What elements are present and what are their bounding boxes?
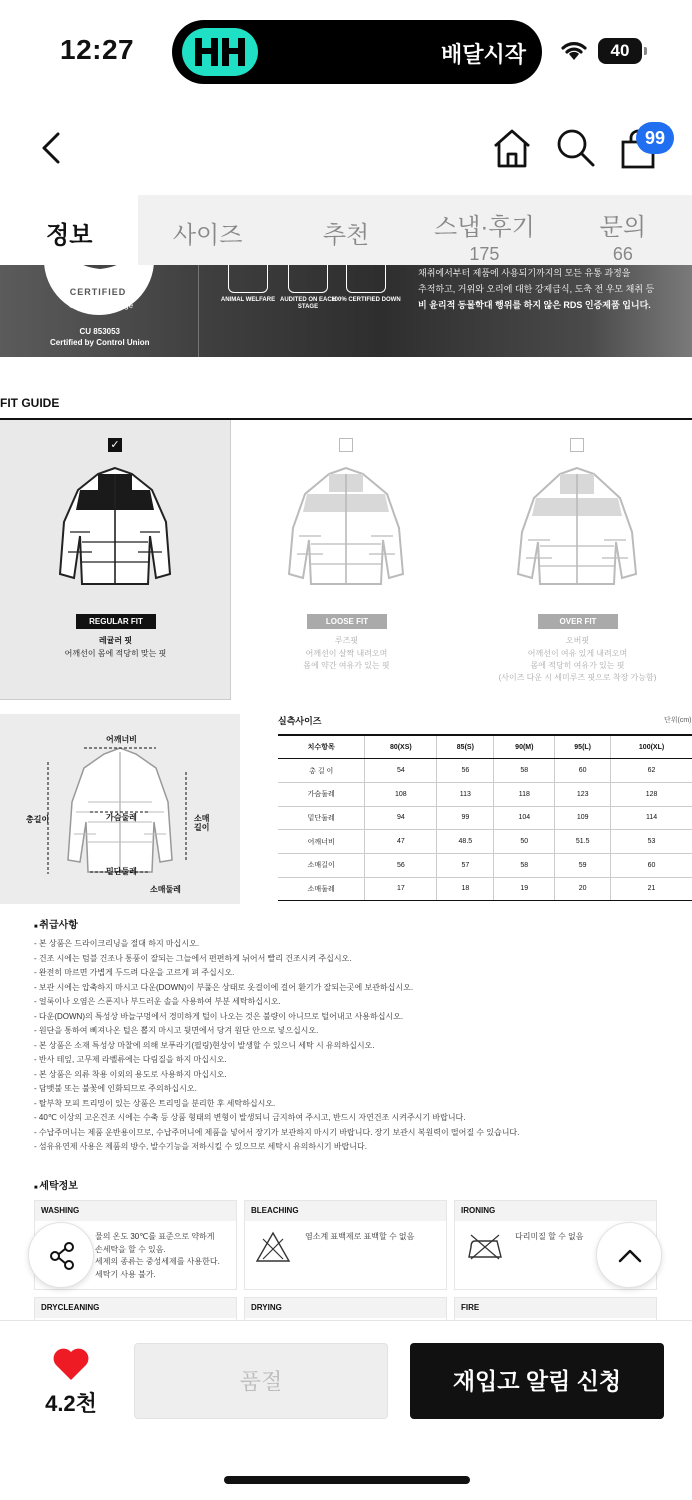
animal-welfare-icon xyxy=(228,265,268,293)
table-row: 가슴둘레 108 113 118 123 128 xyxy=(278,782,692,806)
care-list xyxy=(34,937,674,1155)
fit-guide-title: FIT GUIDE xyxy=(0,396,60,410)
share-icon xyxy=(47,1241,77,1271)
dynamic-island[interactable] xyxy=(172,20,542,84)
list-item: - 탈부착 모피 트리밍이 있는 상품은 트리밍을 분리한 후 세탁하십시오. xyxy=(34,1098,276,1108)
measurement-diagram: 어깨너비 가슴둘레 총길이 소매길이 밑단둘레 소매둘레 xyxy=(0,714,240,904)
audited-label: AUDITED ON EACH STAGE xyxy=(279,297,336,310)
fit-option-over[interactable]: OVER FIT 오버핏 어깨선이 여유 있게 내려오며 몸에 적당히 여유가 있는 핏 (사이즈 다운 시 세미루즈 핏으로 착장 가능함) xyxy=(462,420,692,700)
tab-size[interactable]: 사이즈 xyxy=(172,222,243,249)
certified-down-label: 100% CERTIFIED DOWN xyxy=(331,297,401,303)
animal-welfare-label: ANIMAL WELFARE xyxy=(220,297,276,303)
status-bar xyxy=(0,0,692,100)
bleaching-cell: BLEACHING 염소계 표백제로 표백할 수 없음 xyxy=(244,1200,447,1290)
chevron-up-icon xyxy=(615,1241,645,1271)
jacket-regular-icon xyxy=(50,462,180,592)
list-item: - 섬유유연제 사용은 제품의 방수, 발수기능을 저하시킬 수 있으므로 세탁시 유의하시기 바랍니다. xyxy=(34,1142,367,1151)
drycleaning-cell: DRYCLEANING xyxy=(34,1297,237,1321)
no-bleach-icon xyxy=(255,1231,291,1263)
status-time: 12:27 xyxy=(60,34,135,65)
washing-cell: WASHING 물의 온도 30℃를 표준으로 약하게 손세탁을 할 수 있음. 세제의 종류는 중성세제를 사용한다. 세탁기 사용 불가. xyxy=(34,1200,237,1290)
likes-count: 4.2천 xyxy=(45,1391,97,1416)
table-row: 소매길이 56 57 58 59 60 xyxy=(278,853,692,877)
search-icon[interactable] xyxy=(554,126,596,170)
home-icon[interactable] xyxy=(490,126,534,170)
list-item: - 보관 시에는 압축하지 마시고 다운(DOWN)이 부풀은 상태로 옷걸이에 걸어 환기가 잘되는곳에 보관하십시오. xyxy=(34,982,414,992)
product-tabs xyxy=(0,195,692,265)
list-item: - 완전히 마르면 가볍게 두드려 다운을 고르게 펴 주십시오. xyxy=(34,968,235,977)
wifi-icon xyxy=(560,38,588,62)
fit-tag-regular: REGULAR FIT xyxy=(76,614,156,629)
fit-tag-over: OVER FIT xyxy=(538,614,618,629)
jacket-loose-icon xyxy=(281,462,411,592)
bottom-action-bar xyxy=(0,1320,692,1500)
tab-reviews[interactable]: 스냅·후기 175 xyxy=(415,195,553,265)
list-item: - 본 상품은 의류 착용 이외의 용도로 사용하지 마십시오. xyxy=(34,1069,227,1079)
table-row: 밑단둘레 94 99 104 109 114 xyxy=(278,806,692,830)
fit-option-regular[interactable]: ✓ REGULAR FIT 레귤러 핏 어깨선이 몸에 적당히 맞는 핏 xyxy=(0,420,231,700)
size-table-title: 실측사이즈 xyxy=(278,716,322,726)
fit-tag-loose: LOOSE FIT xyxy=(307,614,387,629)
fit-option-loose[interactable]: LOOSE FIT 루즈핏 어깨선이 살짝 내려오며 몸에 약간 여유가 있는 핏 xyxy=(231,420,462,700)
list-item: - 건조 시에는 텀블 건조나 통풍이 잘되는 그늘에서 편편하게 뉘어서 빨리 건조시켜 주십시오. xyxy=(34,953,352,963)
rds-description: 채취에서부터 제품에 사용되기까지의 모든 유통 과정을 추적하고, 거위와 오리에 대한 강제급식, 도축 전 우모 채취 등 비 윤리적 동물학대 행위를 하지 않은 RDS 인증제품 입니다. xyxy=(418,268,655,310)
delivery-app-logo xyxy=(182,28,258,76)
jacket-over-icon xyxy=(512,462,642,592)
scroll-top-button[interactable] xyxy=(596,1222,662,1288)
drying-cell: DRYING xyxy=(244,1297,447,1321)
list-item: - 반사 테잎, 고무제 라벨류에는 다림질을 하지 마십시오. xyxy=(34,1055,227,1064)
restock-alert-button[interactable]: 재입고 알림 신청 xyxy=(410,1343,664,1419)
top-nav xyxy=(0,100,692,196)
rds-certification-banner xyxy=(0,265,692,357)
size-table: 치수항목 80(XS) 85(S) 90(M) 95(L) 100(XL) 총 길 이 54 56 58 60 62 가슴둘레 108 113 118 123 128 밑단둘레 94 99 104 109 114 어깨너비 47 48.5 50 51.5 53 소매길이 56 57 58 59 60 소매둘레 17 18 19 20 21 xyxy=(278,734,692,901)
washing-title: ■ 세탁정보 xyxy=(34,1177,78,1192)
list-item: - 본 상품은 드라이크리닝을 절대 하지 마십시오. xyxy=(34,939,200,948)
list-item: - 40℃ 이상의 고온건조 시에는 수축 등 상품 형태의 변형이 발생되니 금지하여 주시고, 반드시 자연건조 시켜주시기 바랍니다. xyxy=(34,1113,466,1122)
audited-icon xyxy=(288,265,328,293)
cart-count-badge: 99 xyxy=(636,122,674,154)
table-row: 총 길 이 54 56 58 60 62 xyxy=(278,759,692,783)
checkbox-checked-icon[interactable]: ✓ xyxy=(108,438,122,452)
tab-info[interactable]: 정보 xyxy=(0,195,138,265)
fit-guide xyxy=(0,420,692,700)
list-item: - 수납주머니는 제품 운반용이므로, 수납주머니에 제품을 넣어서 장기가 보관하지 마시기 바랍니다. 장기 보관시 복원력이 떨어질 수 있습니다. xyxy=(34,1127,520,1137)
certified-down-icon xyxy=(346,265,386,293)
table-row: 어깨너비 47 48.5 50 51.5 53 xyxy=(278,830,692,854)
ironing-cell: IRONING 다리미질 할 수 없음 xyxy=(454,1200,657,1290)
list-item: - 담뱃불 또는 불꽃에 인화되므로 주의하십시오. xyxy=(34,1084,197,1093)
cert-info: CU 853053 Certified by Control Union xyxy=(50,327,150,347)
no-iron-icon xyxy=(465,1231,505,1263)
care-title: ■ 취급사항 xyxy=(34,916,78,931)
checkbox-icon[interactable] xyxy=(339,438,353,452)
list-item: - 원단을 통하여 삐져나온 털은 뽑지 마시고 뒷면에서 당겨 원단 안으로 넣으십시오. xyxy=(34,1026,319,1035)
home-indicator[interactable] xyxy=(224,1476,470,1484)
inquiry-count: 66 xyxy=(612,244,633,264)
fire-cell: FIRE xyxy=(454,1297,657,1321)
seal-label: CERTIFIED xyxy=(69,287,127,297)
seal-org: ©TextileExchange xyxy=(68,301,134,310)
checkbox-icon[interactable] xyxy=(570,438,584,452)
heart-icon[interactable] xyxy=(52,1347,90,1381)
table-row: 소매둘레 17 18 19 20 21 xyxy=(278,877,692,901)
bird-emblem-icon xyxy=(60,265,140,275)
soldout-button[interactable]: 품절 xyxy=(134,1343,388,1419)
share-button[interactable] xyxy=(28,1222,94,1288)
list-item: - 다운(DOWN)의 특성상 바늘구멍에서 경미하게 털이 나오는 것은 불량이 아니므로 털어내고 사용하십시오. xyxy=(34,1011,404,1021)
reviews-count: 175 xyxy=(469,244,500,264)
list-item: - 얼룩이나 오염은 스폰지나 부드러운 솔을 사용하여 부분 세탁하십시오. xyxy=(34,997,281,1006)
size-unit: 단위(cm) xyxy=(664,717,692,724)
battery-indicator: 40 xyxy=(598,38,642,64)
tab-recommend[interactable]: 추천 xyxy=(322,222,370,249)
list-item: - 본 상품은 소재 특성상 마찰에 의해 보푸라기(필링)현상이 발생할 수 있으니 세탁 시 유의하십시오. xyxy=(34,1040,375,1050)
back-icon[interactable] xyxy=(34,126,70,170)
tab-inquiry[interactable]: 문의 66 xyxy=(554,195,692,265)
island-status-text: 배달시작 xyxy=(440,42,526,67)
